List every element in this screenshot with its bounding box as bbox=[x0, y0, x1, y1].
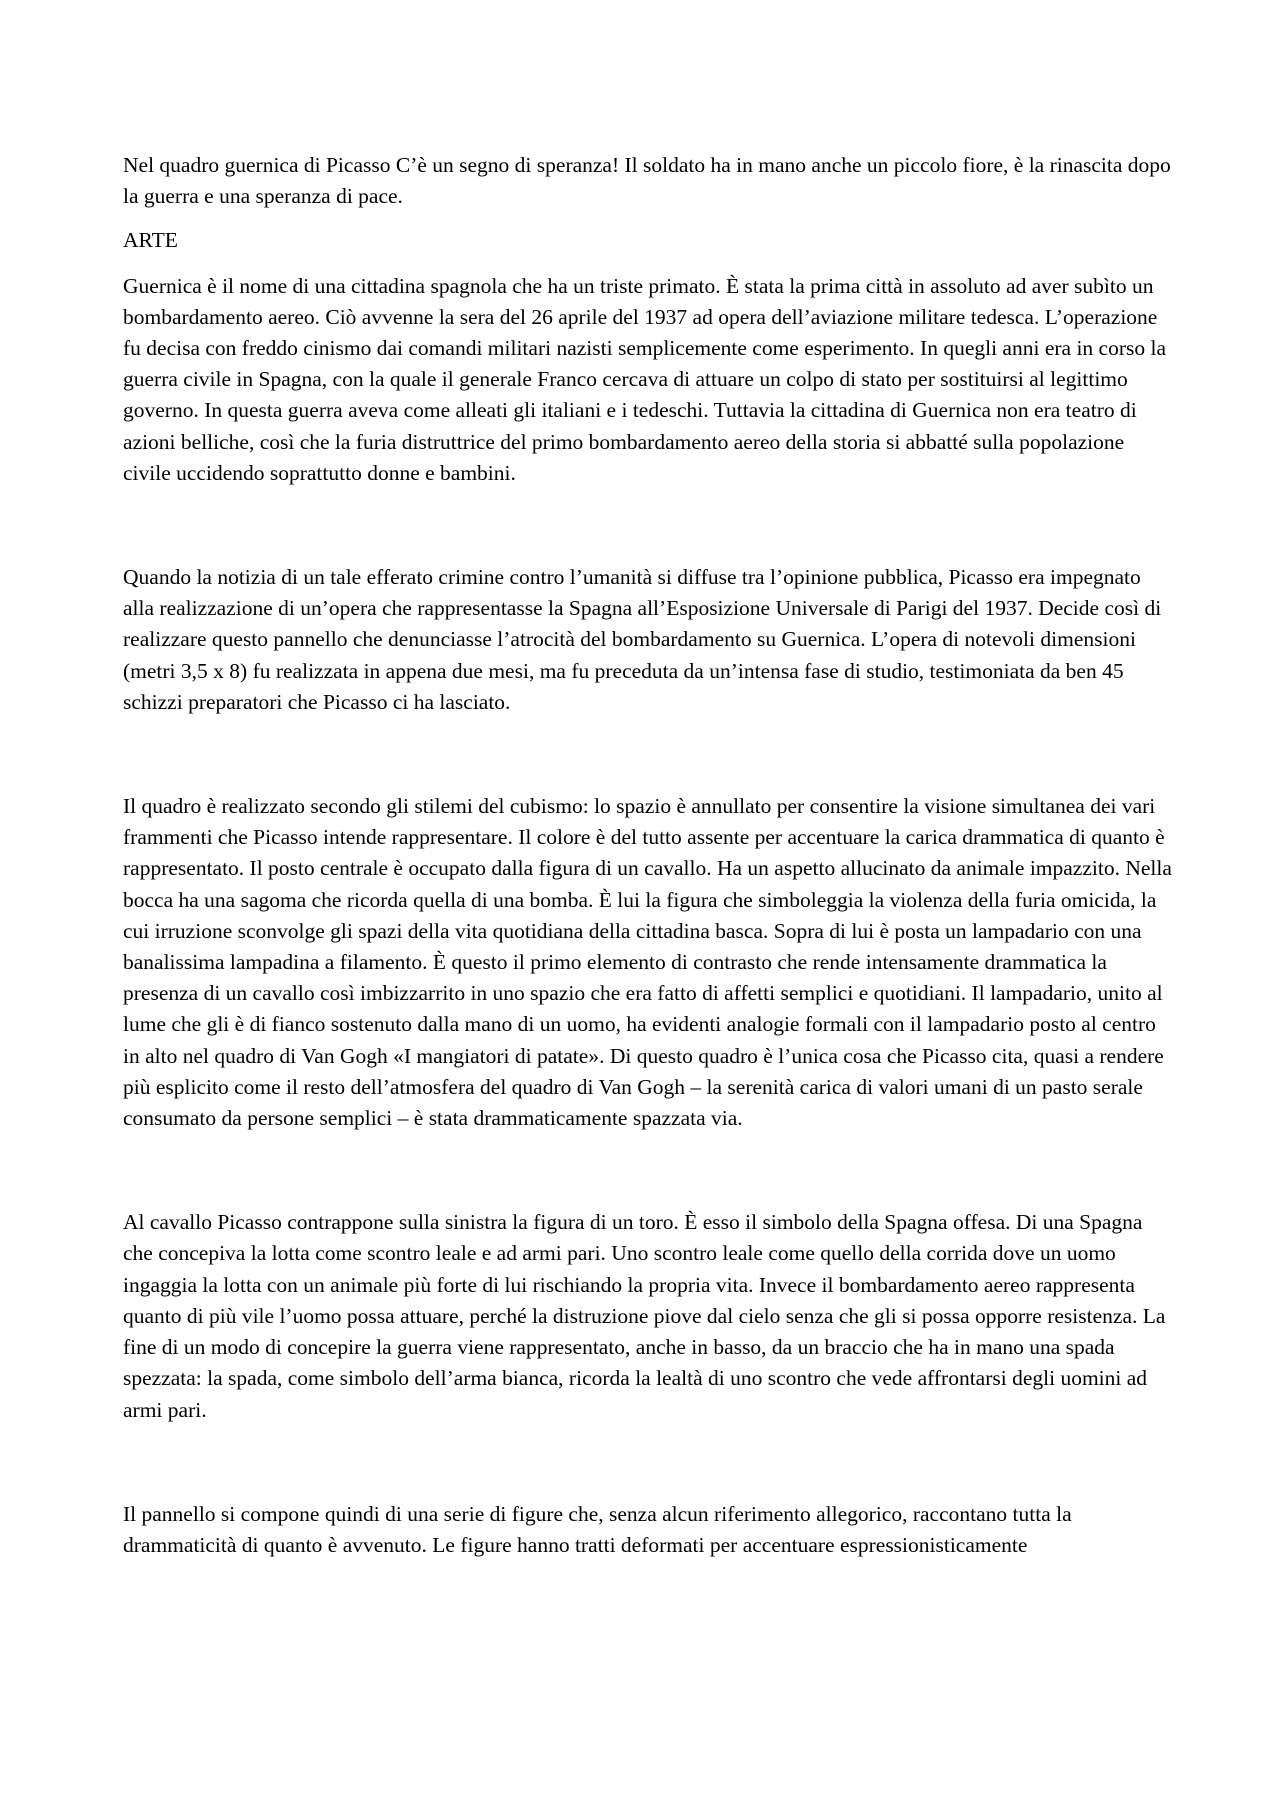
paragraph-guernica-history: Guernica è il nome di una cittadina spagnola che ha un triste primato. È stata la prima città in assoluto ad aver subìto un bombardamento aereo. Ciò avvenne la sera del 26 aprile del 1937 ad opera dell’aviazione militare tedesca. L’operazione fu decisa con freddo cinismo dai comandi militari nazisti semplicemente come esperimento. In quegli anni era in corso la guerra civile in Spagna, con la quale il generale Franco cercava di attuare un colpo di stato per sostituirsi al legittimo governo. In questa guerra aveva come alleati gli italiani e i tedeschi. Tuttavia la cittadina di Guernica non era teatro di azioni belliche, così che la furia distruttrice del primo bombardamento aereo della storia si abbatté sulla popolazione civile uccidendo soprattutto donne e bambini. bbox=[123, 273, 1167, 485]
paragraph-bull-symbol: Al cavallo Picasso contrappone sulla sinistra la figura di un toro. È esso il simbolo della Spagna offesa. Di una Spagna che concepiva la lotta come scontro leale e ad armi pari. Uno scontro leale come quello della corrida dove un uomo ingaggia la lotta con un animale più forte di lui rischiando la propria vita. Invece il bombardamento aereo rappresenta quanto di più vile l’uomo possa attuare, perché la distruzione piove dal cielo senza che gli si possa opporre resistenza. La fine di un modo di concepire la guerra viene rappresentato, anche in basso, da un braccio che ha in mano una spada spezzata: la spada, come simbolo dell’arma bianca, ricorda la lealtà di uno scontro che vede affrontarsi degli uomini ad armi pari. bbox=[123, 1210, 1166, 1422]
intro-paragraph: Nel quadro guernica di Picasso C’è un segno di speranza! Il soldato ha in mano anche un piccolo fiore, è la rinascita dopo la guerra e una speranza di pace. bbox=[123, 153, 1171, 209]
paragraph-panel-figures: Il pannello si compone quindi di una serie di figure che, senza alcun riferimento allegorico, raccontano tutta la drammaticità di quanto è avvenuto. Le figure hanno tratti deformati per accentuare espressionisticamente bbox=[123, 1501, 1072, 1557]
paragraph-cubism-horse: Il quadro è realizzato secondo gli stilemi del cubismo: lo spazio è annullato per consentire la visione simultanea dei vari frammenti che Picasso intende rappresentare. Il colore è del tutto assente per accentuare la carica drammatica di quanto è rappresentato. Il posto centrale è occupato dalla figura di un cavallo. Ha un aspetto allucinato da animale impazzito. Nella bocca ha una sagoma che ricorda quella di una bomba. È lui la figura che simboleggia la violenza della furia omicida, la cui irruzione sconvolge gli spazi della vita quotidiana della cittadina basca. Sopra di lui è posta un lampadario con una banalissima lampadina a filamento. È questo il primo elemento di contrasto che rende intensamente drammatica la presenza di un cavallo così imbizzarrito in uno spazio che era fatto di affetti semplici e quotidiani. Il lampadario, unito al lume che gli è di fianco sostenuto dalla mano di un uomo, ha evidenti analogie formali con il lampadario posto al centro in alto nel quadro di Van Gogh «I mangiatori di patate». Di questo quadro è l’unica cosa che Picasso cita, quasi a rendere più esplicito come il resto dell’atmosfera del quadro di Van Gogh – la serenità carica di valori umani di un pasto serale consumato da persone semplici – è stata drammaticamente spazzata via. bbox=[123, 794, 1172, 1131]
section-heading-arte: ARTE bbox=[123, 228, 178, 253]
document-body bbox=[123, 150, 1173, 1561]
paragraph-picasso-commission: Quando la notizia di un tale efferato crimine contro l’umanità si diffuse tra l’opinione pubblica, Picasso era impegnato alla realizzazione di un’opera che rappresentasse la Spagna all’Esposizione Universale di Parigi del 1937. Decide così di realizzare questo pannello che denunciasse l’atrocità del bombardamento su Guernica. L’opera di notevoli dimensioni (metri 3,5 x 8) fu realizzata in appena due mesi, ma fu preceduta da un’intensa fase di studio, testimoniata da ben 45 schizzi preparatori che Picasso ci ha lasciato. bbox=[123, 565, 1162, 714]
